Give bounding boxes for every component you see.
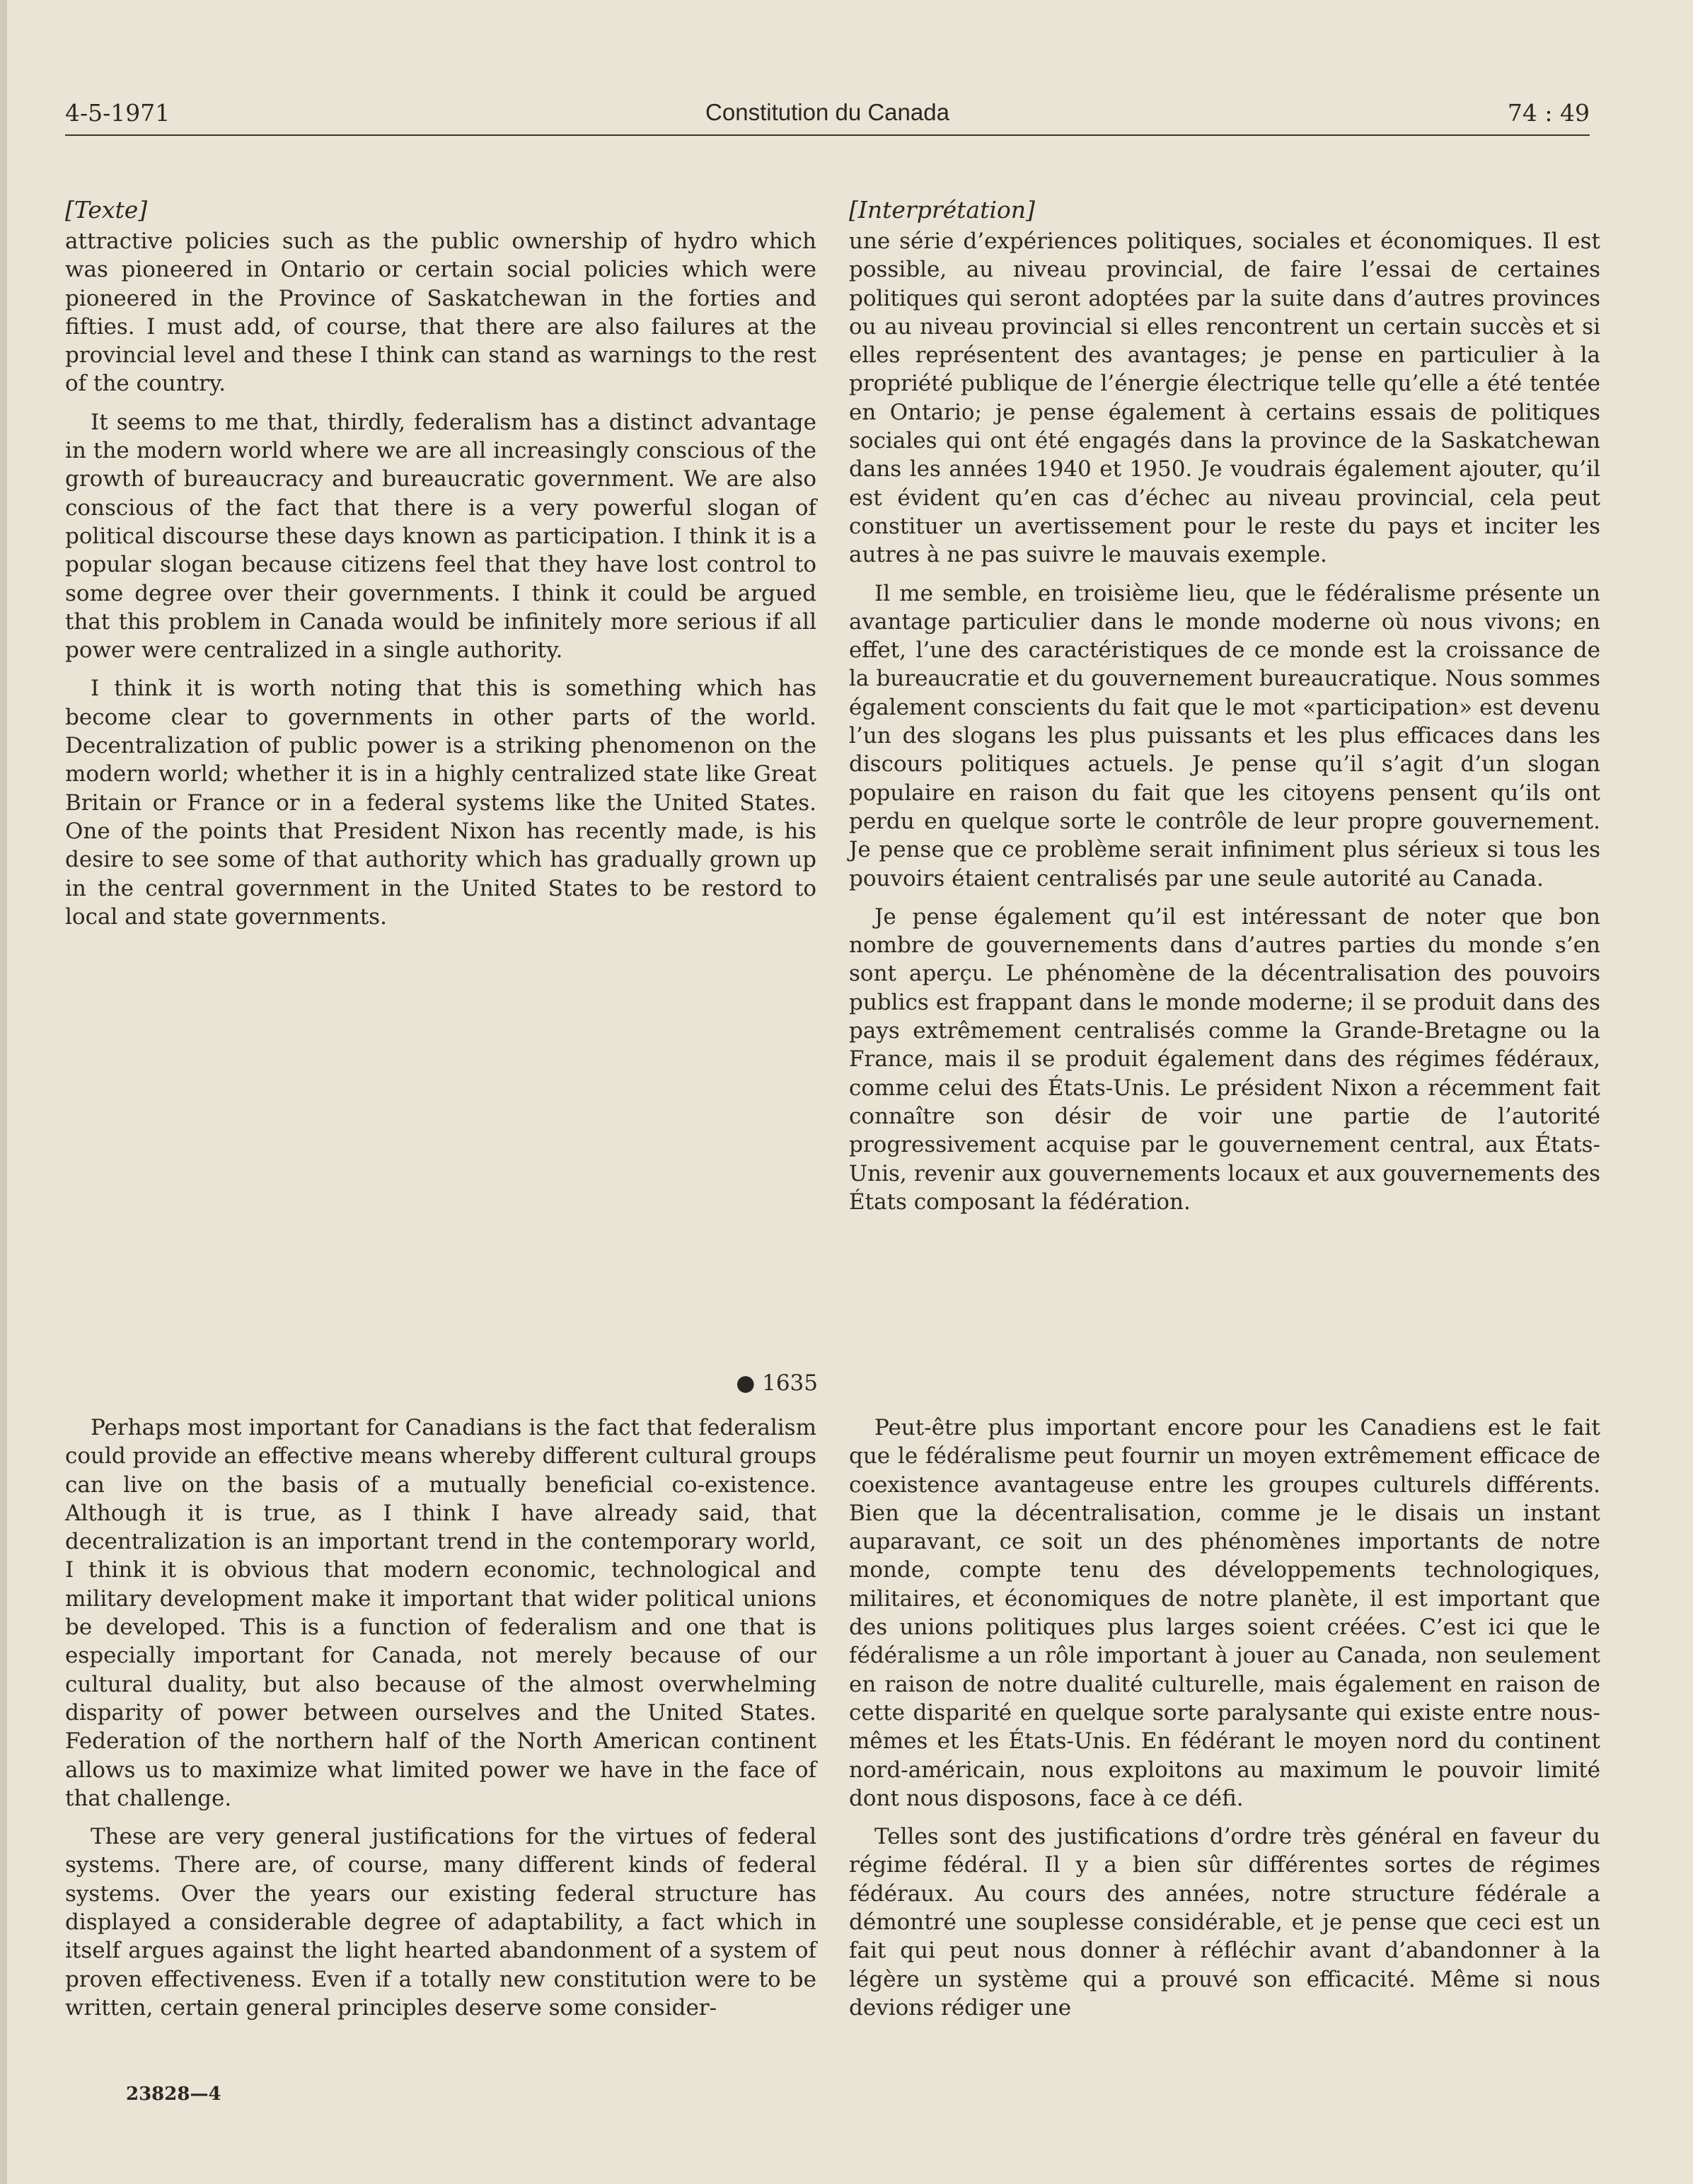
paragraph: Je pense également qu’il est intéressant de noter que bon nombre de gouvernements dans d’autres parties du monde s’en sont aperçu. Le phénomène de la décentralisation des pouvoirs publics est frappant dans le monde moderne; il se produit dans des pays extrêmement centralisés comme la Grande-Bretagne ou la France, mais il se produit également dans des régimes fédéraux, comme celui des États-Unis. Le président Nixon a récemment fait connaître son désir de voir une partie de l’autorité progressivement acquise par le gouvernement central, aux États-Unis, revenir aux gouvernements locaux et aux gouvernements des États composant la fédération. [849,903,1600,1215]
section-label-texte: [Texte] [65,196,148,224]
header-rule [65,134,1590,136]
header-page-number: 74 : 49 [1507,99,1590,127]
paragraph: Perhaps most important for Canadians is the fact that federalism could provide an effective means whereby different cultural groups can live on the basis of a mutually beneficial co-existence. Although it is true, as I think I have already said, that decentralization is an important trend in the contemporary world, I think it is obvious that modern economic, technological and military development make it important that wider political unions be developed. This is a function of federalism and one that is especially important for Canada, not merely because of our cultural duality, but also because of the almost overwhelming disparity of power between ourselves and the United States. Federation of the northern half of the North American continent allows us to maximize what limited power we have in the face of that challenge. [65,1415,816,1811]
time-marker: ● 1635 [736,1370,818,1396]
section-label-interpretation: [Interprétation] [849,196,1035,224]
page-header [65,99,1590,136]
paragraph: Il me semble, en troisième lieu, que le fédéralisme présente un avantage particulier dans le monde moderne où nous vivons; en effet, l’une des caractéristiques de ce monde est la croissance de la bureaucratie et du gouvernement bureaucratique. Nous sommes également conscients du fait que le mot «participation» est devenu l’un des slogans les plus puissants et les plus efficaces dans les discours politiques actuels. Je pense qu’il s’agit d’un slogan populaire en raison du fait que les citoyens pensent qu’ils ont perdu en quelque sorte le contrôle de leur propre gouvernement. Je pense que ce problème serait infiniment plus sérieux si tous les pouvoirs étaient centralisés par une seule autorité au Canada. [849,580,1600,891]
paragraph: attractive policies such as the public ownership of hydro which was pioneered in Ontario or certain social policies which were pioneered in the Province of Saskatchewan in the forties and fifties. I must add, of course, that there are also failures at the provincial level and these I think can stand as warnings to the rest of the country. [65,229,816,397]
footer-code: 23828—4 [126,2084,221,2105]
left-column-top [65,196,816,931]
paragraph: These are very general justifications for the virtues of federal systems. There are, of course, many different kinds of federal systems. Over the years our existing federal structure has displayed a considerable degree of adaptability, a fact which in itself argues against the light hearted abandonment of a system of proven effectiveness. Even if a totally new constitution were to be written, certain general principles deserve some consider- [65,1824,816,2021]
paragraph: I think it is worth noting that this is something which has become clear to governments in other parts of the world. Decentralization of public power is a striking phenomenon on the modern world; whether it is in a highly centralized state like Great Britain or France or in a federal systems like the United States. One of the points that President Nixon has recently made, is his desire to see some of that authority which has gradually grown up in the central government in the United States to be restord to local and state governments. [65,676,816,930]
header-title: Constitution du Canada [705,99,949,125]
right-column-top [849,196,1600,1216]
paragraph: Peut-être plus important encore pour les Canadiens est le fait que le fédéralisme peut fournir un moyen extrêmement efficace de coexistence avantageuse entre les groupes culturels différents. Bien que la décentralisation, comme je le disais un instant auparavant, ce soit un des phénomènes importants de notre monde, compte tenu des développements technologiques, militaires, et économiques de notre planète, il est important que des unions politiques plus larges soient créées. C’est ici que le fédéralisme a un rôle important à jouer au Canada, non seulement en raison de notre dualité culturelle, mais également en raison de cette disparité en quelque sorte paralysante qui existe entre nous-mêmes et les États-Unis. En fédérant le moyen nord du continent nord-américain, nous exploitons au maximum le pouvoir limité dont nous disposons, face à ce défi. [849,1415,1600,1811]
paragraph: une série d’expériences politiques, sociales et économiques. Il est possible, au niveau provincial, de faire l’essai de certaines politiques qui seront adoptées par la suite dans d’autres provinces ou au niveau provincial si elles rencontrent un certain succès et si elles représentent des avantages; je pense en particulier à la propriété publique de l’énergie électrique telle qu’elle a été tentée en Ontario; je pense également à certains essais de politiques sociales qui ont été engagés dans la province de la Saskatchewan dans les années 1940 et 1950. Je voudrais également ajouter, qu’il est évident qu’en cas d’échec au niveau provincial, cela peut constituer un avertissement pour le reste du pays et inciter les autres à ne pas suivre le mauvais exemple. [849,229,1600,568]
right-column-bottom [849,1414,1600,2022]
page-edge [0,0,7,2184]
header-date: 4-5-1971 [65,99,171,127]
left-column-bottom [65,1414,816,2022]
paragraph: It seems to me that, thirdly, federalism has a distinct advantage in the modern world where we are all increasingly conscious of the growth of bureaucracy and bureaucratic government. We are also conscious of the fact that there is a very powerful slogan of political discourse these days known as participation. I think it is a popular slogan because citizens feel that they have lost control to some degree over their governments. I think it could be argued that this problem in Canada would be infinitely more serious if all power were centralized in a single authority. [65,409,816,664]
paragraph: Telles sont des justifications d’ordre très général en faveur du régime fédéral. Il y a bien sûr différentes sortes de régimes fédéraux. Au cours des années, notre structure fédérale a démontré une souplesse considérable, et je pense que ceci est un fait qui peut nous donner à réfléchir avant d’abandonner à la légère un système qui a prouvé son efficacité. Même si nous devions rédiger une [849,1824,1600,2021]
